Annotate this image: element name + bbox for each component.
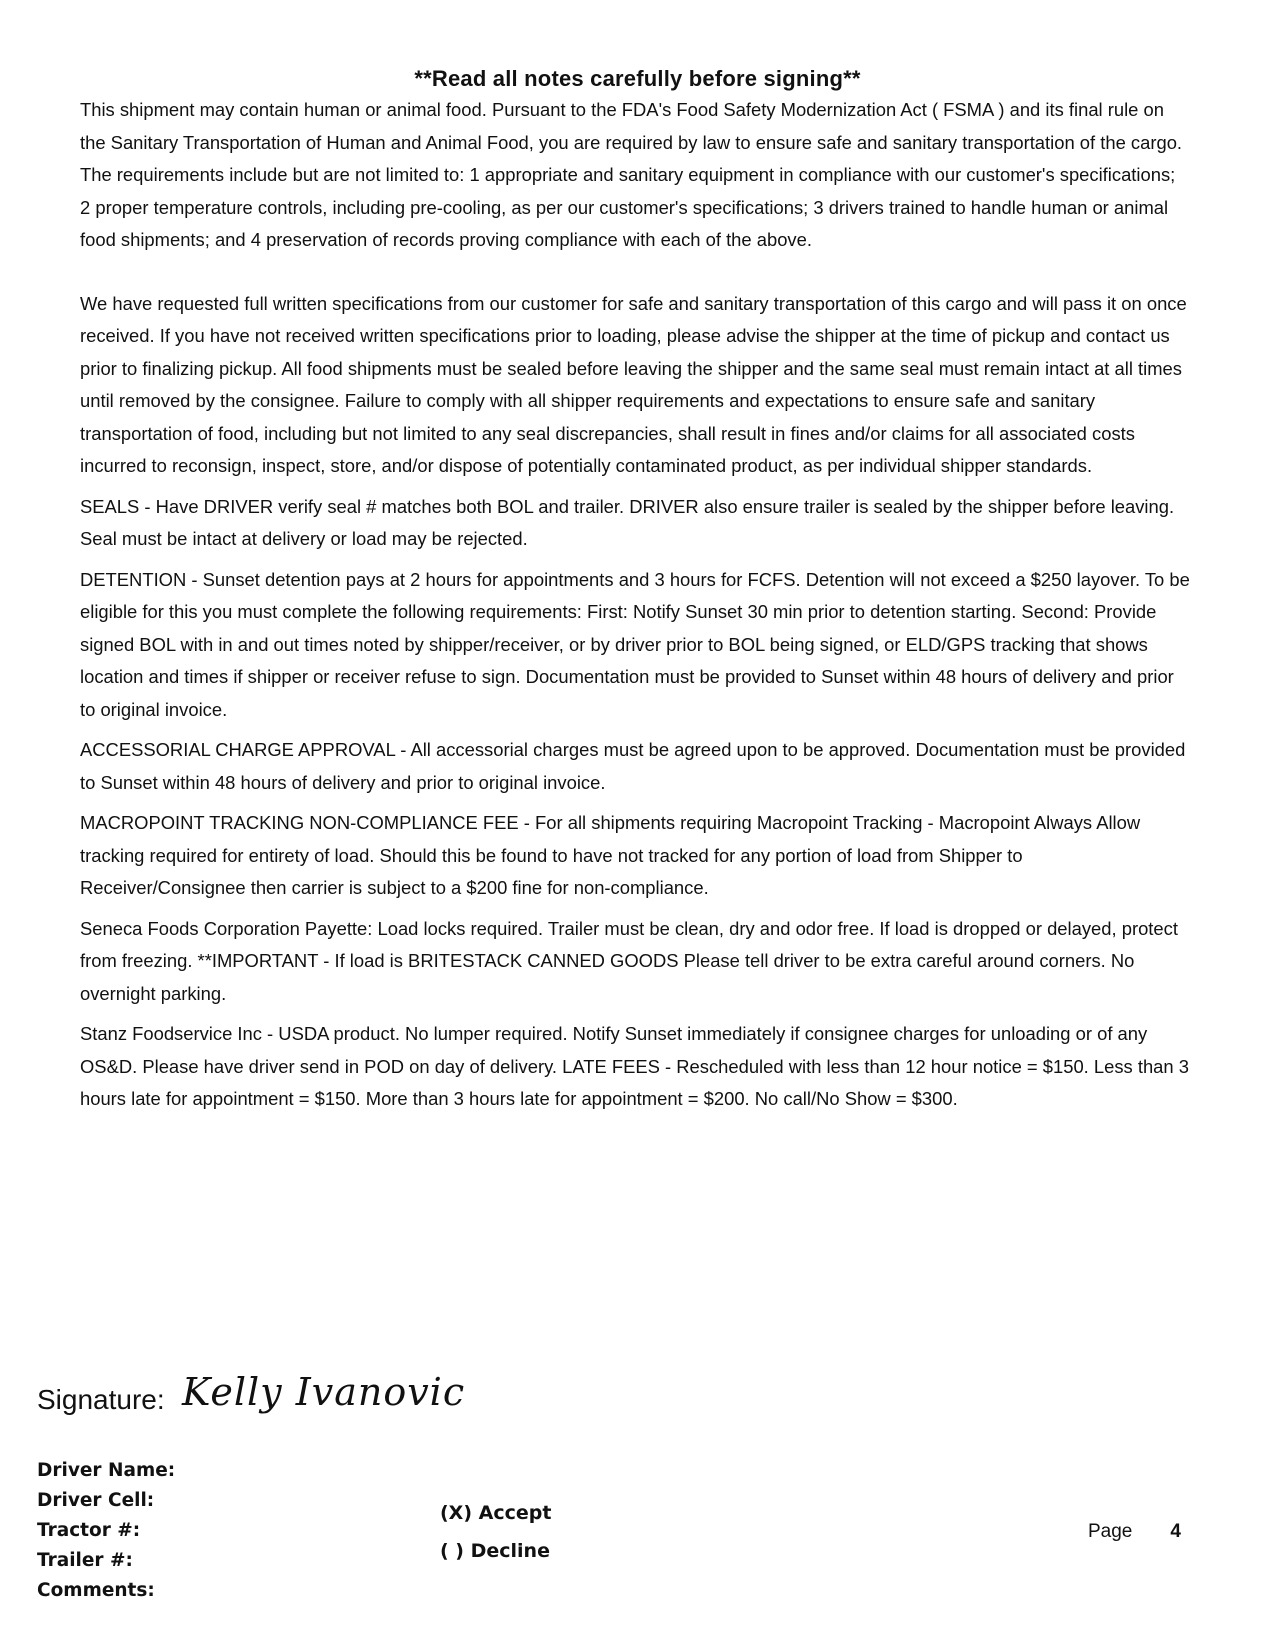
tractor-label: Tractor #: xyxy=(37,1520,141,1541)
accept-option[interactable]: (X) Accept xyxy=(440,1502,552,1524)
decision-options xyxy=(440,1494,551,1570)
seals-paragraph: SEALS - Have DRIVER verify seal # matches both BOL and trailer. DRIVER also ensure trailer is sealed by the shipper before leaving. Seal must be intact at delivery or load may be rejected. xyxy=(80,495,1175,549)
decline-option[interactable]: ( ) Decline xyxy=(440,1540,550,1562)
seneca-paragraph: Seneca Foods Corporation Payette: Load locks required. Trailer must be clean, dry and odor free. If load is dropped or delayed, protect from freezing. **IMPORTANT - If load is BRITESTACK CANNED GOODS Please tell driver to be extra careful around corners. No overnight parking. xyxy=(80,917,1178,1004)
accessorial-paragraph: ACCESSORIAL CHARGE APPROVAL - All accessorial charges must be agreed upon to be approved. Documentation must be provided to Sunset within 48 hours of delivery and prior to original invoice. xyxy=(80,739,1186,793)
stanz-paragraph: Stanz Foodservice Inc - USDA product. No lumper required. Notify Sunset immediately if consignee charges for unloading or of any OS&D. Please have driver send in POD on day of delivery. LATE FEES - Rescheduled with less than 12 hour notice = $150. Less than 3 hours late for appointment = $150. More than 3 hours late for appointment = $200. No call/No Show = $300. xyxy=(80,1023,1189,1109)
signature-value[interactable]: Kelly Ivanovic xyxy=(182,1370,466,1414)
comments-label: Comments: xyxy=(37,1580,155,1601)
signature-label: Signature: xyxy=(37,1384,165,1415)
food-shipment-paragraph: We have requested full written specifications from our customer for safe and sanitary transportation of this cargo and will pass it on once received. If you have not received written specifications prior to loading, please advise the shipper at the time of pickup and contact us prior to finalizing pickup. All food shipments must be sealed before leaving the shipper and the same seal must remain intact at all times until removed by the consignee. Failure to comply with all shipper requirements and expectations to ensure safe and sanitary transportation of food, including but not limited to any seal discrepancies, shall result in fines and/or claims for all associated costs incurred to reconsign, inspect, store, and/or dispose of potentially contaminated product, as per individual shipper standards. xyxy=(80,292,1187,476)
driver-fields xyxy=(37,1456,175,1606)
page-number-value: 4 xyxy=(1170,1521,1181,1542)
macropoint-paragraph: MACROPOINT TRACKING NON-COMPLIANCE FEE - For all shipments requiring Macropoint Tracking - Macropoint Always Allow tracking required for entirety of load. Should this be found to have not tracked for any portion of load from Shipper to Receiver/Consignee then carrier is subject to a $200 fine for non-compliance. xyxy=(80,812,1141,898)
page-number xyxy=(1088,1521,1181,1543)
fsma-paragraph: This shipment may contain human or animal food. Pursuant to the FDA's Food Safety Modernization Act ( FSMA ) and its final rule on the Sanitary Transportation of Human and Animal Food, you are required by law to ensure safe and sanitary transportation of the cargo. The requirements include but are not limited to: 1 appropriate and sanitary equipment in compliance with our customer's specifications; 2 proper temperature controls, including pre-cooling, as per our customer's specifications; 3 drivers trained to handle human or animal food shipments; and 4 preservation of records proving compliance with each of the above. xyxy=(80,99,1183,250)
trailer-label: Trailer #: xyxy=(37,1550,133,1571)
driver-cell-label: Driver Cell: xyxy=(37,1490,155,1511)
notice-body xyxy=(80,94,1190,1124)
driver-name-label: Driver Name: xyxy=(37,1460,176,1481)
page-label: Page xyxy=(1088,1521,1133,1542)
detention-paragraph: DETENTION - Sunset detention pays at 2 hours for appointments and 3 hours for FCFS. Detention will not exceed a $250 layover. To be eligible for this you must complete the following requirements: First: Notify Sunset 30 min prior to detention starting. Second: Provide signed BOL with in and out times noted by shipper/receiver, or by driver prior to BOL being signed, or ELD/GPS tracking that shows location and times if shipper or receiver refuse to sign. Documentation must be provided to Sunset within 48 hours of delivery and prior to original invoice. xyxy=(80,568,1190,720)
notice-title: **Read all notes carefully before signing** xyxy=(414,66,861,91)
